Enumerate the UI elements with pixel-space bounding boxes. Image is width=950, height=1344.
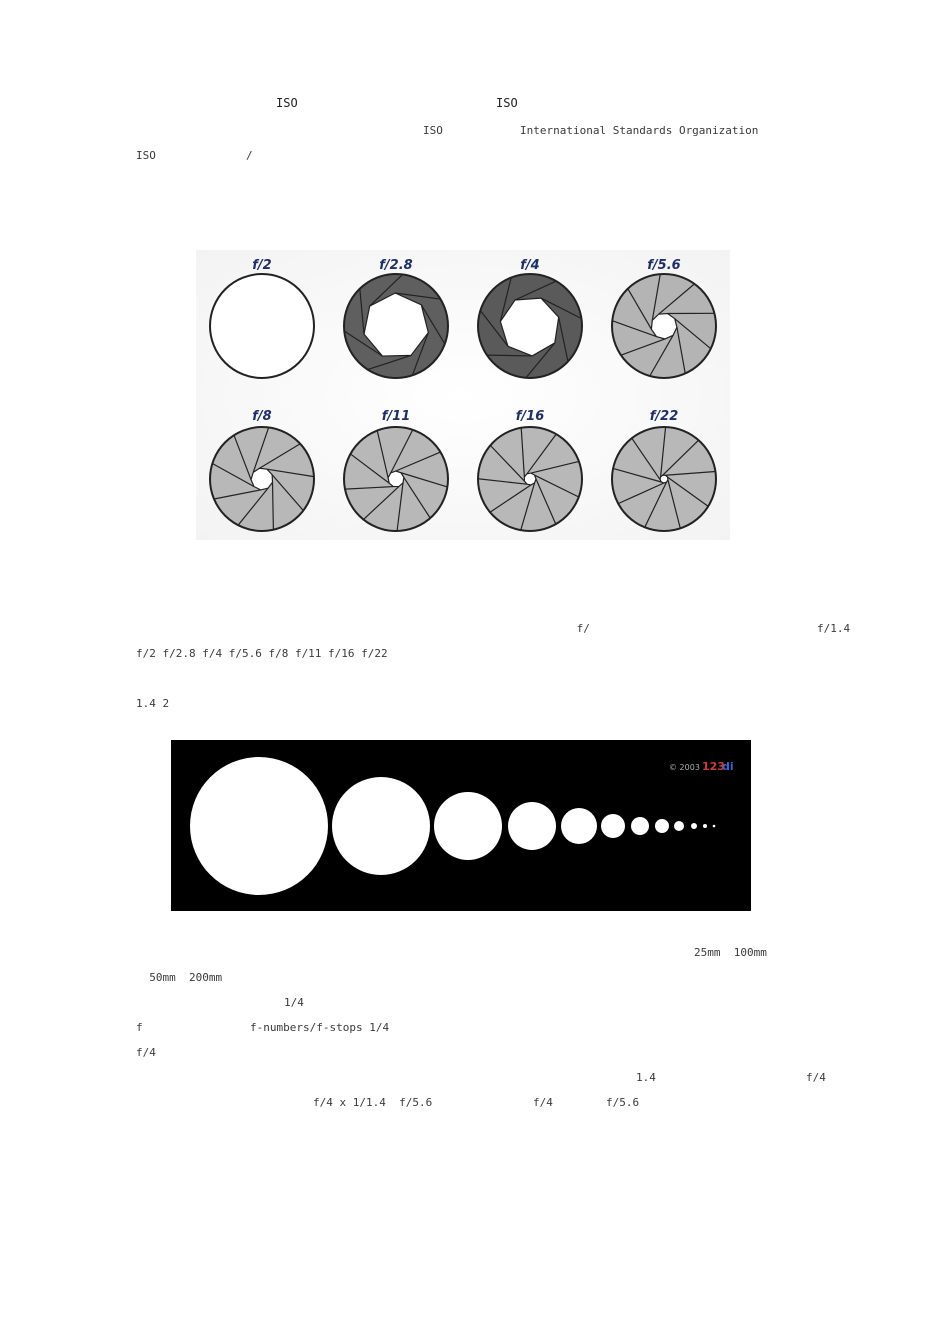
aperture-f2 [210, 274, 314, 378]
para1-line2b: / [246, 149, 253, 162]
aperture-circle [713, 825, 716, 828]
aperture-label-f16: f/16 [515, 409, 545, 424]
para7-line2b: f/4 x 1/1.4 f/5.6 [313, 1096, 433, 1109]
aperture-f22 [612, 427, 716, 531]
para6-line4b: f-numbers/f-stops 1/4 [250, 1021, 390, 1034]
para6-line1b: 25mm 100mm [694, 946, 774, 959]
aperture-circle [190, 757, 328, 895]
aperture-f2-8 [344, 274, 448, 378]
aperture-f11 [344, 427, 448, 531]
aperture-circle [631, 817, 649, 835]
aperture-f4 [478, 274, 582, 378]
title-right: ISO [496, 96, 525, 110]
aperture-label-f2-8: f/2.8 [379, 258, 413, 273]
para7-line2d: f/5.6 [606, 1096, 646, 1109]
aperture-label-f8: f/8 [252, 409, 272, 424]
para6-line3b: 1/4 [284, 996, 304, 1009]
para6-line4a: f [136, 1021, 150, 1034]
aperture-f5-6 [612, 274, 716, 378]
aperture-circle [508, 802, 556, 850]
para1-line2a: ISO [136, 149, 163, 162]
brand-suffix: di [722, 760, 734, 773]
para4-line2: f/2 f/2.8 f/4 f/5.6 f/8 f/11 f/16 f/22 [136, 647, 388, 660]
aperture-circle [561, 808, 597, 844]
para4-line1f: f/1.4 [817, 622, 851, 635]
aperture-label-f2: f/2 [252, 258, 272, 273]
aperture-label-f22: f/22 [649, 409, 679, 424]
copyright-text: © 2003 [669, 763, 700, 772]
para6-line5: f/4 [136, 1046, 156, 1059]
aperture-diagram [196, 250, 730, 540]
para5-line2: 1.4 2 [136, 697, 176, 710]
aperture-label-f4: f/4 [520, 258, 540, 273]
aperture-circle [674, 821, 684, 831]
title-left: ISO [276, 96, 305, 110]
para4-line1d: f/ [570, 622, 590, 635]
para7-line1c: f/4 [806, 1071, 833, 1084]
brand-digits: 123 [702, 760, 725, 773]
aperture-circle [655, 819, 669, 833]
aperture-circle [703, 824, 707, 828]
para1-line1c: International Standards Organization [520, 124, 766, 137]
aperture-circle [332, 777, 430, 875]
para6-line2a: 50mm 200mm [136, 971, 229, 984]
aperture-label-f11: f/11 [381, 409, 411, 424]
aperture-circles-image [171, 740, 751, 911]
aperture-circle [691, 823, 697, 829]
aperture-label-f5-6: f/5.6 [647, 258, 681, 273]
para7-line1b: 1.4 [636, 1071, 663, 1084]
aperture-f16 [478, 427, 582, 531]
aperture-f8 [210, 427, 314, 531]
aperture-circle [601, 814, 625, 838]
aperture-circle [434, 792, 502, 860]
para1-line1b: ISO [423, 124, 450, 137]
para7-line2c: f/4 [533, 1096, 560, 1109]
